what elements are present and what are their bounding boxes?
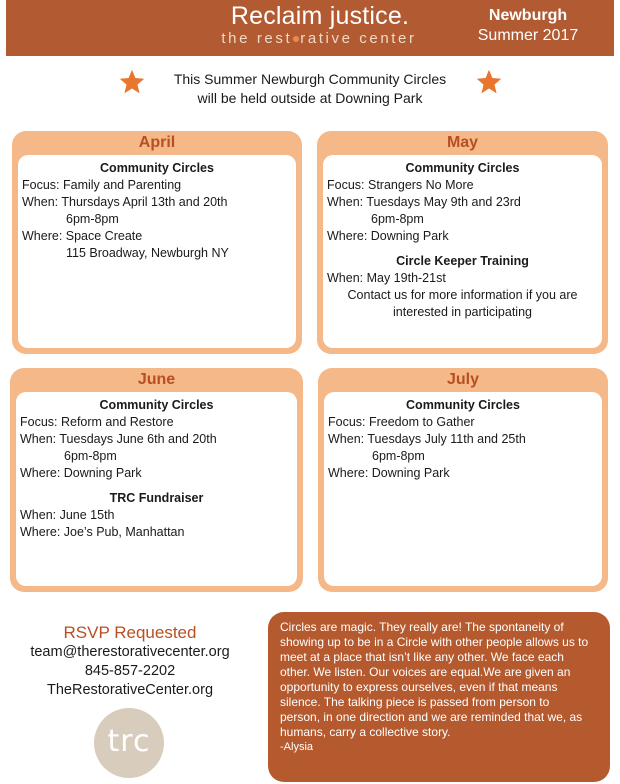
month-details [16,392,297,586]
intro-line-1: This Summer Newburgh Community Circles [173,71,447,87]
when-line: When: Tuesdays May 9th and 23rd [327,195,521,209]
where-line: Where: Downing Park [328,466,450,480]
month-name: April [138,134,176,151]
rsvp-website-link[interactable]: TheRestorativeCenter.org [46,682,214,698]
header-banner [6,0,614,56]
month-details [323,155,602,348]
contact-line-2: interested in participating [393,305,532,319]
month-card-april [12,131,302,354]
where-line: Where: Downing Park [20,466,142,480]
when-line: When: Tuesdays July 11th and 25th [328,432,526,446]
quote-line: meet at a place that isn’t like any other. We face each [280,650,564,664]
focus-line: Focus: Strangers No More [327,178,474,192]
time-line: 6pm-8pm [66,212,119,226]
month-details [324,392,602,586]
quote-line: silence. The talking piece is passed from person to [280,695,550,709]
rsvp-block [20,622,240,700]
brand-dot-icon [293,36,299,42]
focus-line: Focus: Reform and Restore [20,415,174,429]
testimonial-quote [268,612,610,782]
focus-line: Focus: Family and Parenting [22,178,182,192]
month-name: June [137,371,176,388]
quote-line: other. We listen. Our voices are equal.We are given an [280,665,571,679]
quote-line: person, in one direction and we are reminded that we, as [280,710,583,724]
quote-line: humans, carry a collective story. [280,725,451,739]
month-details [18,155,296,348]
quote-line: showing up to be in a Circle with other people allows us to [280,635,589,649]
fundraiser-where-line: Where: Joe’s Pub, Manhattan [20,525,185,539]
time-line: 6pm-8pm [371,212,424,226]
quote-line: opportunity to express ourselves, even if that means [280,680,558,694]
time-line: 6pm-8pm [372,449,425,463]
brand-subtitle-end: rative center [300,30,417,47]
month-name: May [446,134,479,151]
when-line: When: Thursdays April 13th and 20th [22,195,228,209]
training-title: Circle Keeper Training [396,254,529,268]
month-name: July [446,371,479,388]
rsvp-phone: 845-857-2202 [84,663,176,679]
intro-text [140,70,480,108]
header-season: Summer 2017 [477,27,579,44]
quote-line: Circles are magic. They really are! The spontaneity of [280,620,564,634]
time-line: 6pm-8pm [64,449,117,463]
trc-logo: trc [94,708,164,778]
brand-subtitle [214,30,424,47]
section-title: Community Circles [100,161,214,175]
training-when-line: When: May 19th-21st [327,271,446,285]
header-location [458,6,598,46]
address-line: 115 Broadway, Newburgh NY [66,246,229,260]
intro-line-2: will be held outside at Downing Park [197,90,423,106]
contact-line-1: Contact us for more information if you are [347,288,578,302]
quote-signature: -Alysia [280,741,314,753]
brand-subtitle-start: the rest [221,30,293,47]
section-title: Community Circles [99,398,214,412]
section-title: Community Circles [405,161,520,175]
where-line: Where: Space Create [22,229,143,243]
when-line: When: Tuesdays June 6th and 20th [20,432,217,446]
month-card-july [318,368,608,592]
fundraiser-when-line: When: June 15th [20,508,115,522]
rsvp-email-link[interactable]: team@therestorativecenter.org [30,644,230,660]
focus-line: Focus: Freedom to Gather [328,415,475,429]
rsvp-title: RSVP Requested [63,623,197,642]
header-city: Newburgh [488,7,568,24]
star-icon [475,68,503,96]
where-line: Where: Downing Park [327,229,449,243]
month-card-may [317,131,608,354]
brand-title: Reclaim justice. [230,2,410,30]
section-title: Community Circles [406,398,520,412]
fundraiser-title: TRC Fundraiser [109,491,204,505]
month-card-june [10,368,303,592]
